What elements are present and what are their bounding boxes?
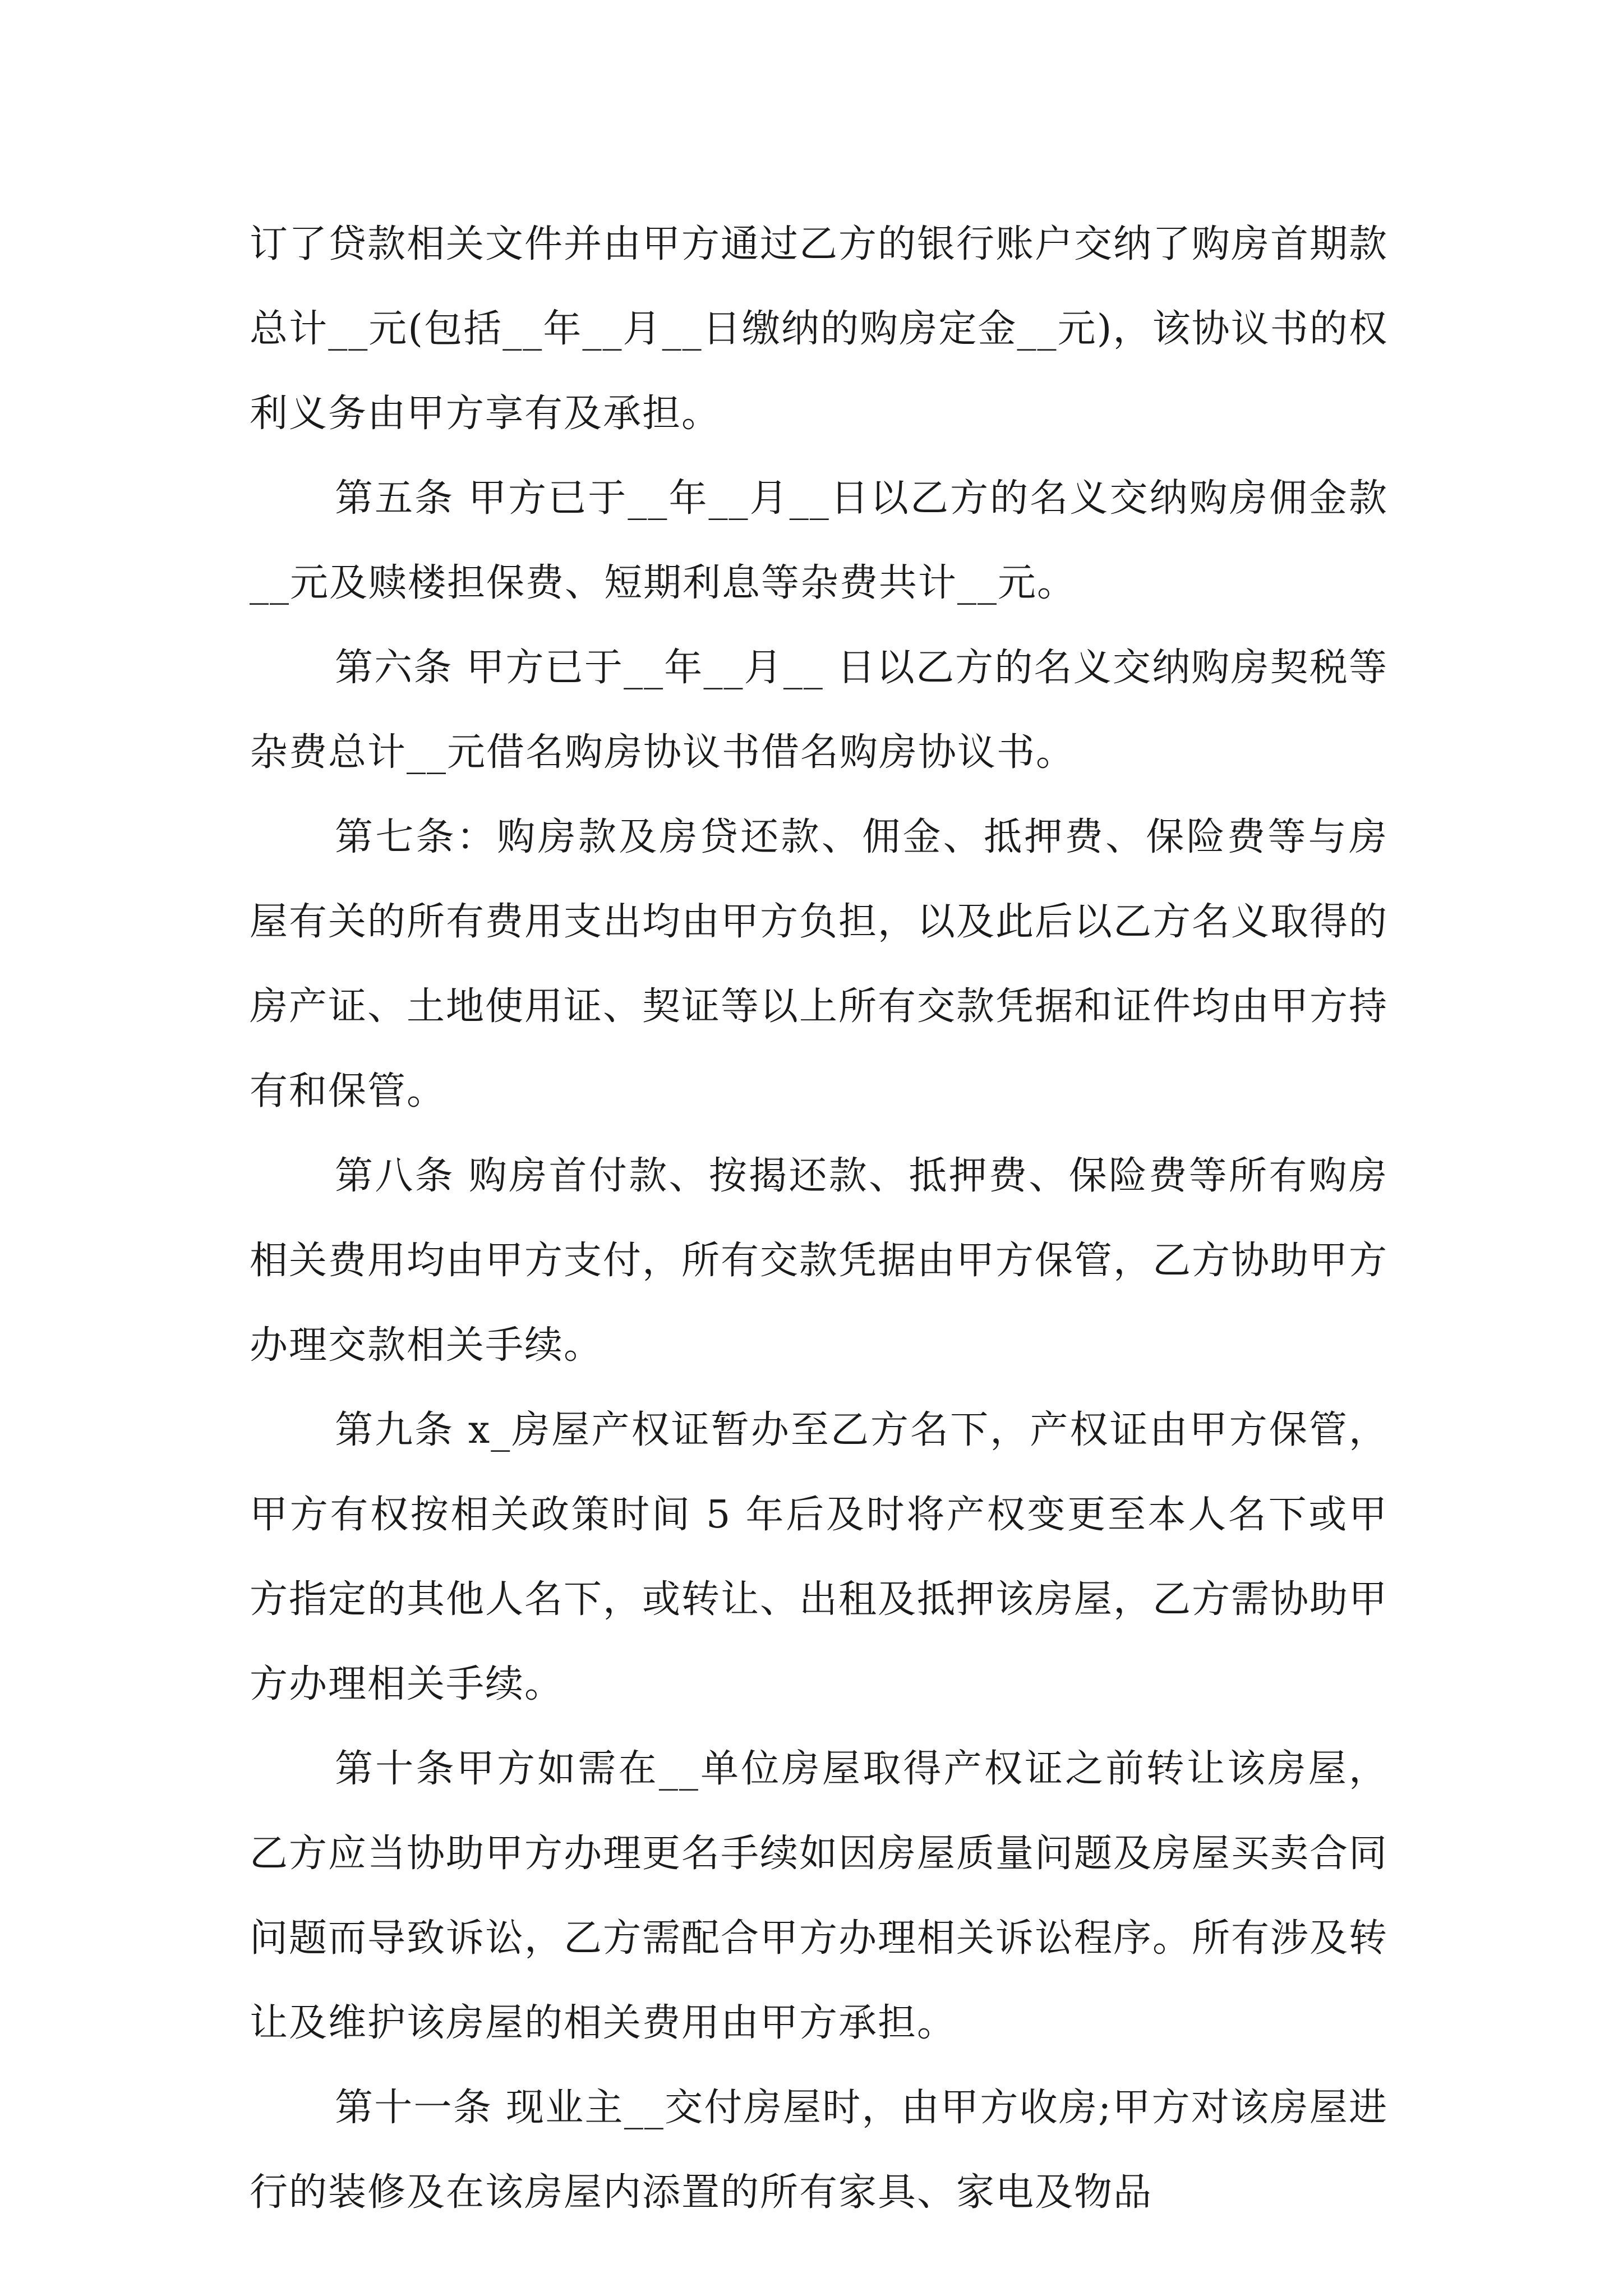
paragraph-article-11: 第十一条 现业主__交付房屋时，由甲方收房;甲方对该房屋进行的装修及在该房屋内添置的所有家具、家电及物品 <box>250 2086 1388 2215</box>
paragraph-article-10: 第十条甲方如需在__单位房屋取得产权证之前转让该房屋，乙方应当协助甲方办理更名手续如因房屋质量问题及房屋买卖合同问题而导致诉讼，乙方需配合甲方办理相关诉讼程序。所有涉及转让及维护该房屋的相关费用由甲方承担。 <box>250 1747 1389 2045</box>
paragraph-article-5: 第五条 甲方已于__年__月__日以乙方的名义交纳购房佣金款__元及赎楼担保费、短期利息等杂费共计__元。 <box>250 476 1388 605</box>
paragraph-article-9: 第九条 x_房屋产权证暂办至乙方名下，产权证由甲方保管，甲方有权按相关政策时间 5 年后及时将产权变更至本人名下或甲方指定的其他人名下，或转让、出租及抵押该房屋，乙方需协助甲方办理相关手续。 <box>250 1408 1389 1706</box>
paragraph-article-6: 第六条 甲方已于__年__月__ 日以乙方的名义交纳购房契税等杂费总计__元借名购房协议书借名购房协议书。 <box>250 646 1388 775</box>
paragraph-article-8: 第八条 购房首付款、按揭还款、抵押费、保险费等所有购房相关费用均由甲方支付，所有交款凭据由甲方保管，乙方协助甲方办理交款相关手续。 <box>250 1154 1389 1368</box>
paragraph-article-7: 第七条：购房款及房贷还款、佣金、抵押费、保险费等与房屋有关的所有费用支出均由甲方负担，以及此后以乙方名义取得的房产证、土地使用证、契证等以上所有交款凭据和证件均由甲方持有和保管。 <box>250 815 1389 1114</box>
paragraph-continuation: 订了贷款相关文件并由甲方通过乙方的银行账户交纳了购房首期款总计__元(包括__年__月__日缴纳的购房定金__元)，该协议书的权利义务由甲方享有及承担。 <box>250 222 1389 436</box>
document-body <box>250 202 1388 2235</box>
